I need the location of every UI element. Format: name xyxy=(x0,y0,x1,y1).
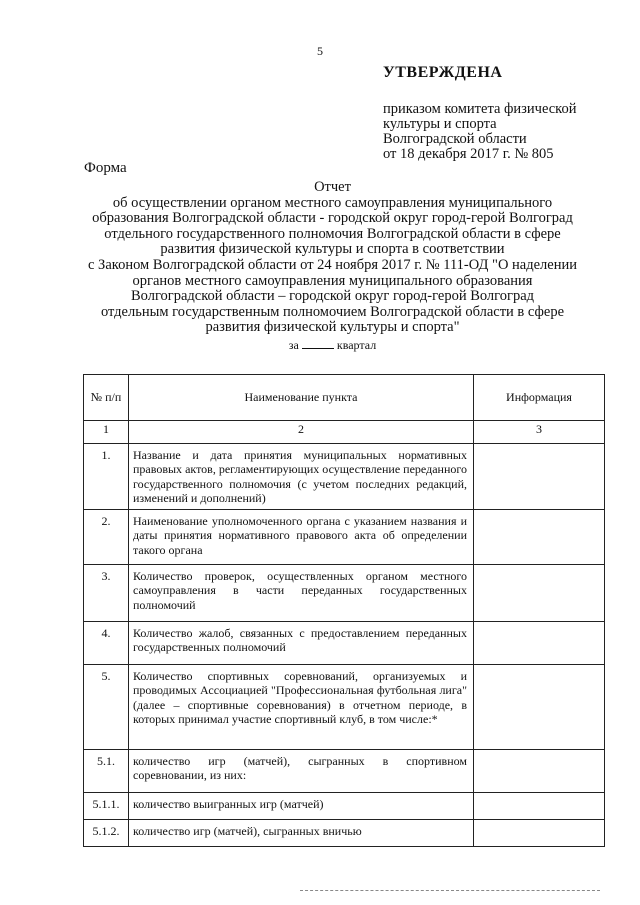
report-heading-line: образования Волгоградской области - городской округ город-герой Волгоград xyxy=(92,210,573,227)
row-info-cell[interactable] xyxy=(474,793,605,820)
report-heading-line: с Законом Волгоградской области от 24 ноября 2017 г. № 111-ОД "О наделении xyxy=(88,256,577,273)
scan-artifact xyxy=(300,890,600,894)
row-info-cell[interactable] xyxy=(474,444,605,510)
row-number: 1. xyxy=(84,444,129,510)
row-info-cell[interactable] xyxy=(474,565,605,622)
approval-line: приказом комитета физической xyxy=(383,101,577,117)
table-row xyxy=(84,565,605,622)
row-text: количество выигранных игр (матчей) xyxy=(129,793,474,820)
period-blank-field xyxy=(302,338,334,349)
row-info-cell[interactable] xyxy=(474,750,605,793)
table-row xyxy=(84,820,605,847)
row-text: Количество спортивных соревнований, организуемых и проводимых Ассоциацией "Профессиональная футбольная лига" (далее – спортивные соревнования) в отчетном периоде, в которых принимал участие спортивный клуб, в том числе:* xyxy=(129,665,474,750)
row-text: Количество жалоб, связанных с предоставлением переданных государственных полномочий xyxy=(129,622,474,665)
approval-line: Волгоградской области xyxy=(383,131,527,147)
column-number-row xyxy=(84,421,605,444)
header-information: Информация xyxy=(474,375,605,421)
approval-line: культуры и спорта xyxy=(383,116,497,132)
report-heading-line: отдельного государственного полномочия Волгоградской области в сфере xyxy=(104,225,561,242)
table-row xyxy=(84,444,605,510)
row-info-cell[interactable] xyxy=(474,510,605,565)
report-heading-line: Волгоградской области – городской округ город-герой Волгоград xyxy=(130,288,535,305)
row-text: Наименование уполномоченного органа с указанием названия и даты принятия нормативного правового акта об определении такого органа xyxy=(129,510,474,565)
report-heading-line: отдельным государственным полномочием Волгоградской области в сфере xyxy=(100,303,565,320)
row-info-cell[interactable] xyxy=(474,665,605,750)
column-number: 2 xyxy=(129,421,474,444)
page-number: 5 xyxy=(317,44,323,58)
row-text: Название и дата принятия муниципальных нормативных правовых актов, регламентирующих осуществление переданного государственного полномочия (с учетом последних редакций, изменений и дополнений) xyxy=(129,444,474,510)
column-number: 3 xyxy=(474,421,605,444)
report-heading-line: органов местного самоуправления муниципального образования xyxy=(132,272,533,289)
row-text: количество игр (матчей), сыгранных в спортивном соревновании, из них: xyxy=(129,750,474,793)
table-header-row xyxy=(84,375,605,421)
row-number: 5.1. xyxy=(84,750,129,793)
period-prefix: за xyxy=(288,337,299,352)
column-number: 1 xyxy=(84,421,129,444)
report-title: Отчет xyxy=(314,179,351,195)
row-info-cell[interactable] xyxy=(474,622,605,665)
row-number: 5.1.1. xyxy=(84,793,129,820)
report-heading xyxy=(60,180,605,354)
report-heading-line: развития физической культуры и спорта в соответствии xyxy=(160,241,505,258)
table-row xyxy=(84,510,605,565)
approval-block xyxy=(383,64,623,162)
report-period xyxy=(60,338,605,354)
approval-line: от 18 декабря 2017 г. № 805 xyxy=(383,146,554,162)
table-row xyxy=(84,665,605,750)
row-number: 4. xyxy=(84,622,129,665)
row-number: 3. xyxy=(84,565,129,622)
report-heading-line: развития физической культуры и спорта" xyxy=(205,319,460,336)
row-number: 5. xyxy=(84,665,129,750)
period-suffix: квартал xyxy=(336,337,377,352)
row-text: количество игр (матчей), сыгранных вничью xyxy=(129,820,474,847)
table-row xyxy=(84,622,605,665)
header-number: № п/п xyxy=(84,375,129,421)
report-heading-line: об осуществлении органом местного самоуправления муниципального xyxy=(112,194,553,211)
row-info-cell[interactable] xyxy=(474,820,605,847)
table-row xyxy=(84,750,605,793)
header-item-name: Наименование пункта xyxy=(129,375,474,421)
report-table xyxy=(83,374,605,847)
approval-title: УТВЕРЖДЕНА xyxy=(383,64,503,81)
table-row xyxy=(84,793,605,820)
row-number: 2. xyxy=(84,510,129,565)
row-number: 5.1.2. xyxy=(84,820,129,847)
form-label: Форма xyxy=(84,160,127,176)
row-text: Количество проверок, осуществленных органом местного самоуправления в части переданных государственных полномочий xyxy=(129,565,474,622)
